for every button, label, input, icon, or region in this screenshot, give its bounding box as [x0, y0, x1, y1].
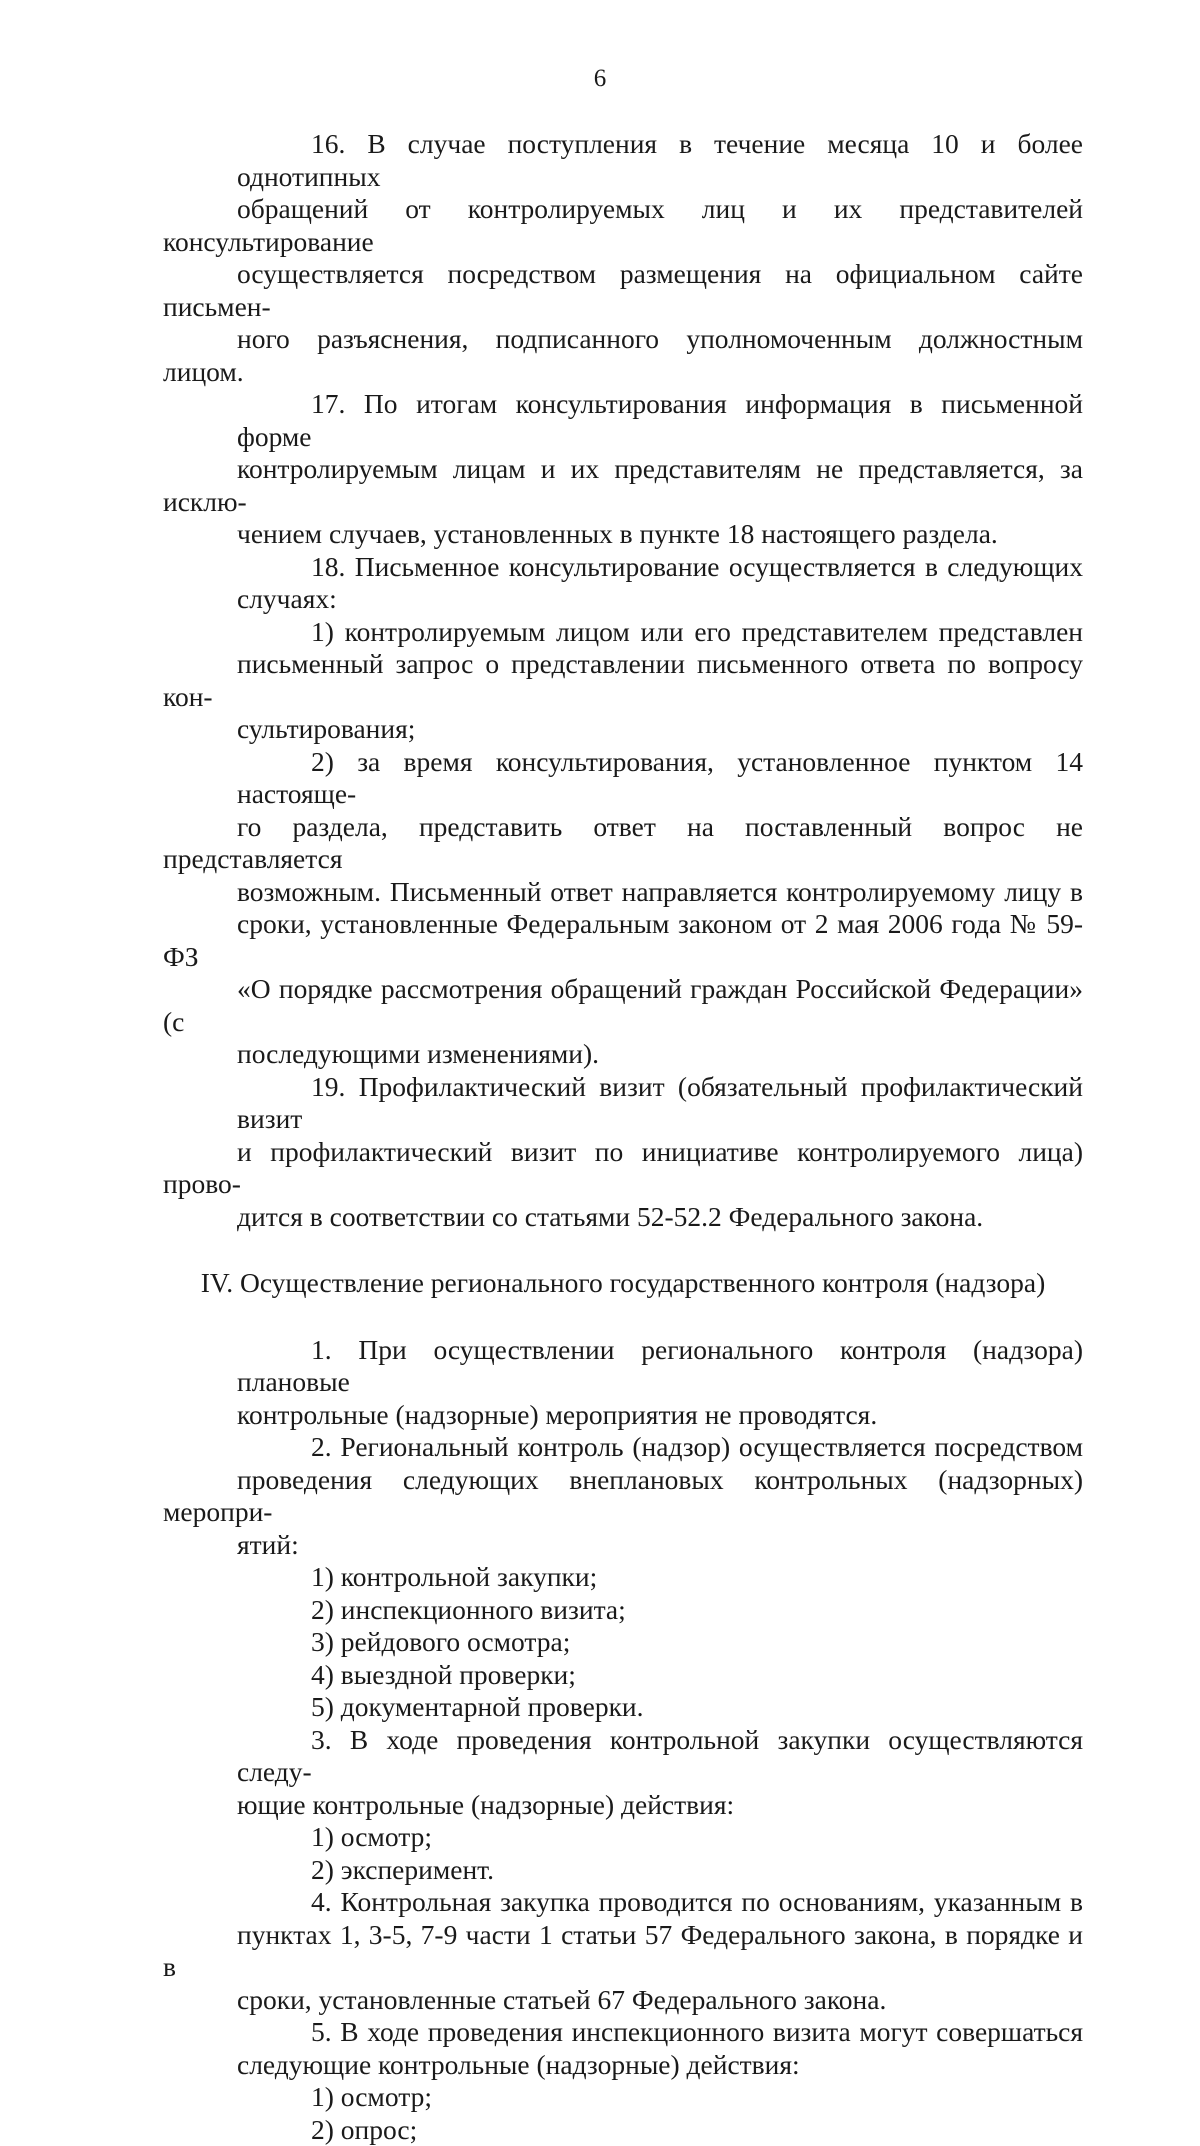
paragraph-16 [163, 128, 1083, 388]
text-line: «О порядке рассмотрения обращений граждан Российской Федерации» (с [163, 973, 1083, 1038]
text-line: 16. В случае поступления в течение месяца 10 и более однотипных [163, 128, 1083, 193]
text-line: 1. При осуществлении регионального контроля (надзора) плановые [163, 1334, 1083, 1399]
text-line: пунктах 1, 3-5, 7-9 части 1 статьи 57 Федерального закона, в порядке и в [163, 1919, 1083, 1984]
text-line: письменный запрос о представлении письменного ответа по вопросу кон- [163, 648, 1083, 713]
section-5-list [163, 2081, 1083, 2146]
list-item: 2) эксперимент. [163, 1854, 1083, 1887]
paragraph-18-item-2 [163, 746, 1083, 1071]
text-line: го раздела, представить ответ на поставленный вопрос не представляется [163, 811, 1083, 876]
section-paragraph-4 [163, 1886, 1083, 2016]
text-line: сультирования; [163, 713, 1083, 746]
paragraph-19 [163, 1071, 1083, 1234]
text-line: возможным. Письменный ответ направляется контролируемому лицу в [163, 876, 1083, 909]
list-item: 2) опрос; [163, 2114, 1083, 2146]
text-line: дится в соответствии со статьями 52-52.2 Федерального закона. [163, 1201, 1083, 1234]
text-line: 5. В ходе проведения инспекционного визита могут совершаться [163, 2016, 1083, 2049]
section-paragraph-1 [163, 1334, 1083, 1432]
list-item: 2) инспекционного визита; [163, 1594, 1083, 1627]
text-line: 18. Письменное консультирование осуществляется в следующих [163, 551, 1083, 584]
text-line: последующими изменениями). [163, 1038, 1083, 1071]
section-paragraph-3 [163, 1724, 1083, 1822]
section-paragraph-2 [163, 1431, 1083, 1561]
text-line: контролируемым лицам и их представителям не представляется, за исклю- [163, 453, 1083, 518]
text-line: 3. В ходе проведения контрольной закупки осуществляются следу- [163, 1724, 1083, 1789]
text-line: 2. Региональный контроль (надзор) осуществляется посредством [163, 1431, 1083, 1464]
list-item: 1) осмотр; [163, 2081, 1083, 2114]
text-line: 19. Профилактический визит (обязательный профилактический визит [163, 1071, 1083, 1136]
text-line: 1) контролируемым лицом или его представителем представлен [163, 616, 1083, 649]
paragraph-18 [163, 551, 1083, 616]
section-heading: IV. Осуществление регионального государственного контроля (надзора) [163, 1267, 1083, 1300]
text-line: контрольные (надзорные) мероприятия не проводятся. [163, 1399, 1083, 1432]
list-item: 4) выездной проверки; [163, 1659, 1083, 1692]
list-item: 1) контрольной закупки; [163, 1561, 1083, 1594]
text-line: ющие контрольные (надзорные) действия: [163, 1789, 1083, 1822]
list-item: 1) осмотр; [163, 1821, 1083, 1854]
text-line: ятий: [163, 1529, 1083, 1562]
text-line: сроки, установленные статьей 67 Федерального закона. [163, 1984, 1083, 2017]
list-item: 5) документарной проверки. [163, 1691, 1083, 1724]
text-line: случаях: [163, 583, 1083, 616]
section-paragraph-5 [163, 2016, 1083, 2081]
paragraph-17 [163, 388, 1083, 551]
paragraph-18-item-1 [163, 616, 1083, 746]
page-number: 6 [0, 64, 1200, 94]
text-line: сроки, установленные Федеральным законом от 2 мая 2006 года № 59-ФЗ [163, 908, 1083, 973]
text-line: чением случаев, установленных в пункте 18 настоящего раздела. [163, 518, 1083, 551]
text-line: проведения следующих внеплановых контрольных (надзорных) меропри- [163, 1464, 1083, 1529]
section-3-list [163, 1821, 1083, 1886]
text-line: 4. Контрольная закупка проводится по основаниям, указанным в [163, 1886, 1083, 1919]
text-line: и профилактический визит по инициативе контролируемого лица) прово- [163, 1136, 1083, 1201]
text-line: следующие контрольные (надзорные) действия: [163, 2049, 1083, 2082]
text-line: обращений от контролируемых лиц и их представителей консультирование [163, 193, 1083, 258]
text-line: ного разъяснения, подписанного уполномоченным должностным лицом. [163, 323, 1083, 388]
section-2-list [163, 1561, 1083, 1724]
text-line: 2) за время консультирования, установленное пунктом 14 настояще- [163, 746, 1083, 811]
document-body [163, 128, 1083, 2146]
text-line: осуществляется посредством размещения на официальном сайте письмен- [163, 258, 1083, 323]
list-item: 3) рейдового осмотра; [163, 1626, 1083, 1659]
text-line: 17. По итогам консультирования информация в письменной форме [163, 388, 1083, 453]
